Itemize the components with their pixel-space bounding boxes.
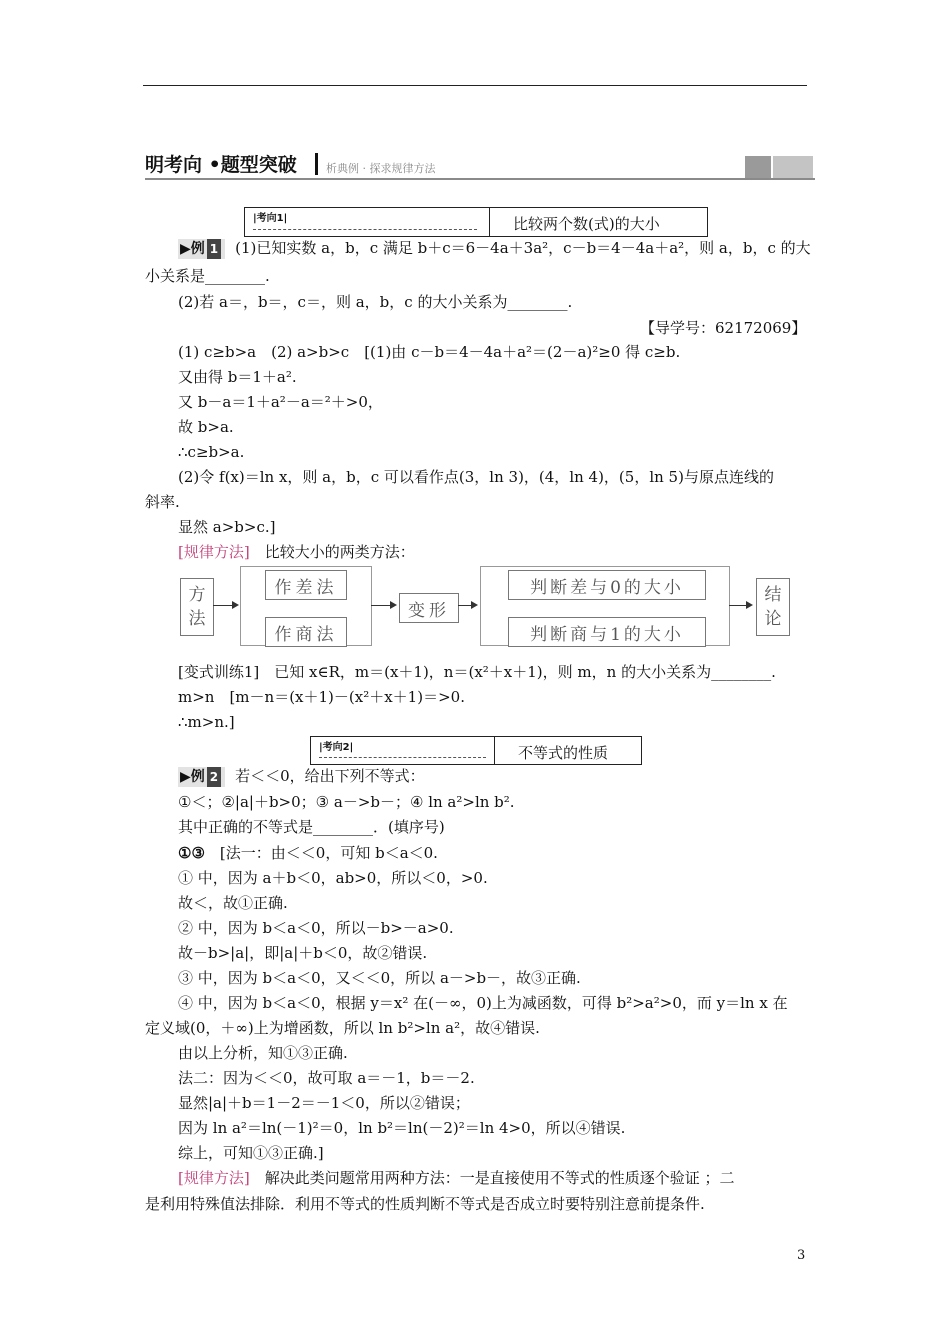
variant1-answer: m>n [m－n＝(x＋1)－(x²＋x＋1)＝>0. bbox=[178, 688, 465, 706]
example2-ask: 其中正确的不等式是________．(填序号) bbox=[178, 818, 445, 836]
flow-connector bbox=[371, 605, 391, 606]
topic-divider bbox=[494, 737, 495, 764]
solution-line: 法二：因为＜＜0，故可取 a＝－1，b＝－2. bbox=[178, 1069, 475, 1087]
variant1-question: [变式训练1] 已知 x∈R，m＝(x＋1)，n＝(x²＋x＋1)，则 m，n 的大小关系为________. bbox=[178, 663, 776, 681]
example1-question-line1: ▶例 1 (1)已知实数 a，b，c 满足 b＋c＝6－4a＋3a²，c－b＝4－4a＋a²，则 a，b，c 的大 bbox=[180, 239, 811, 257]
solution-line: 又 b－a＝1＋a²－a＝²＋>0， bbox=[178, 393, 383, 411]
section-title: 明考向 •题型突破 bbox=[145, 154, 297, 176]
header-rule bbox=[143, 85, 807, 86]
flow-diff: 作差法 bbox=[265, 570, 347, 600]
solution-line: 斜率. bbox=[145, 493, 180, 511]
solution-line: 由以上分析，知①③正确. bbox=[178, 1044, 348, 1062]
topic-dash bbox=[319, 757, 486, 758]
example2-solution-start: ①③ [法一：由＜＜0，可知 b＜a＜0. bbox=[178, 844, 438, 862]
solution-line: ④ 中，因为 b＜a＜0，根据 y＝x² 在(－∞，0)上为减函数，可得 b²>a²>0，而 y＝ln x 在 bbox=[178, 994, 788, 1012]
solution-line: 综上，可知①③正确.] bbox=[178, 1144, 324, 1162]
solution-line: 故＜，故①正确. bbox=[178, 894, 288, 912]
method-tag: [规律方法] bbox=[178, 543, 250, 561]
solution-line: 显然 a>b>c.] bbox=[178, 518, 276, 536]
flow-quot: 作商法 bbox=[265, 617, 347, 647]
arrow-icon bbox=[746, 601, 753, 609]
topic-dash bbox=[253, 229, 477, 230]
solution-line: 显然|a|＋b＝1－2＝－1＜0，所以②错误； bbox=[178, 1094, 470, 1112]
solution-line: 又由得 b＝1＋a². bbox=[178, 368, 297, 386]
example1-question2: (2)若 a＝，b＝，c＝，则 a，b，c 的大小关系为________. bbox=[178, 293, 573, 311]
example2-options: ①＜；②|a|＋b>0；③ a－>b－；④ ln a²>ln b². bbox=[178, 793, 515, 811]
method1: [规律方法] 比较大小的两类方法： bbox=[178, 543, 415, 561]
method-tag: [规律方法] bbox=[178, 1169, 250, 1187]
solution-line: ∴c≥b>a. bbox=[178, 443, 245, 461]
flow-conclusion: 结论 bbox=[756, 578, 790, 636]
arrow-icon bbox=[232, 601, 239, 609]
example-label: ▶例 2 bbox=[178, 767, 225, 787]
section-underline bbox=[145, 178, 815, 180]
solution-line: 定义域(0，＋∞)上为增函数，所以 ln b²>ln a²，故④错误. bbox=[145, 1019, 540, 1037]
topic-box-2 bbox=[310, 736, 642, 765]
flow-judge-diff: 判断差与0的大小 bbox=[508, 570, 706, 600]
topic-tag: |考向2| bbox=[319, 742, 354, 753]
solution-line: ① 中，因为 a＋b＜0，ab>0，所以＜0，>0. bbox=[178, 869, 488, 887]
flow-connector bbox=[729, 605, 747, 606]
method2-cont: 是利用特殊值法排除．利用不等式的性质判断不等式是否成立时要特别注意前提条件. bbox=[145, 1195, 705, 1213]
topic-tag: |考向1| bbox=[253, 213, 288, 224]
section-decor-block-light bbox=[773, 156, 813, 178]
section-subtitle: 析典例 · 探求规律方法 bbox=[326, 162, 436, 175]
solution-line: 故－b>|a|，即|a|＋b＜0，故②错误. bbox=[178, 944, 428, 962]
answer-key: ①③ bbox=[178, 844, 205, 862]
solution-line: (2)令 f(x)＝ln x，则 a，b，c 可以看作点(3，ln 3)，(4，ln 4)，(5，ln 5)与原点连线的 bbox=[178, 468, 774, 486]
topic-title: 不等式的性质 bbox=[518, 744, 609, 762]
solution-line: ② 中，因为 b＜a＜0，所以－b>－a>0. bbox=[178, 919, 454, 937]
flow-judge-quot: 判断商与1的大小 bbox=[508, 617, 706, 647]
example-label: ▶例 1 bbox=[178, 239, 225, 259]
solution-line: 因为 ln a²＝ln(－1)²＝0，ln b²＝ln(－2)²＝ln 4>0，所以④错误. bbox=[178, 1119, 626, 1137]
solution-line: ③ 中，因为 b＜a＜0，又＜＜0，所以 a－>b－，故③正确. bbox=[178, 969, 581, 987]
solution-line: 故 b>a. bbox=[178, 418, 234, 436]
example1-question-line2: 小关系是________. bbox=[145, 267, 270, 285]
topic-title: 比较两个数(式)的大小 bbox=[513, 215, 660, 233]
flow-transform: 变形 bbox=[399, 593, 459, 623]
variant1-answer: ∴m>n.] bbox=[178, 713, 235, 731]
topic-box-1 bbox=[244, 207, 708, 237]
page-number: 3 bbox=[797, 1248, 806, 1263]
method2: [规律方法] 解决此类问题常用两种方法：一是直接使用不等式的性质逐个验证 ；二 bbox=[178, 1169, 735, 1187]
section-divider bbox=[315, 153, 318, 175]
topic-divider bbox=[489, 208, 490, 236]
guide-number: 【导学号：62172069】 bbox=[640, 319, 807, 337]
solution-line: (1) c≥b>a (2) a>b>c [(1)由 c－b＝4－4a＋a²＝(2－a)²≥0 得 c≥b. bbox=[178, 343, 681, 361]
section-decor-block-dark bbox=[745, 156, 771, 178]
flow-connector bbox=[458, 605, 472, 606]
example2-question: ▶例 2 若＜＜0，给出下列不等式： bbox=[180, 767, 425, 785]
arrow-icon bbox=[390, 601, 397, 609]
flow-connector bbox=[213, 605, 233, 606]
flow-method: 方法 bbox=[180, 578, 214, 636]
arrow-icon bbox=[471, 601, 478, 609]
